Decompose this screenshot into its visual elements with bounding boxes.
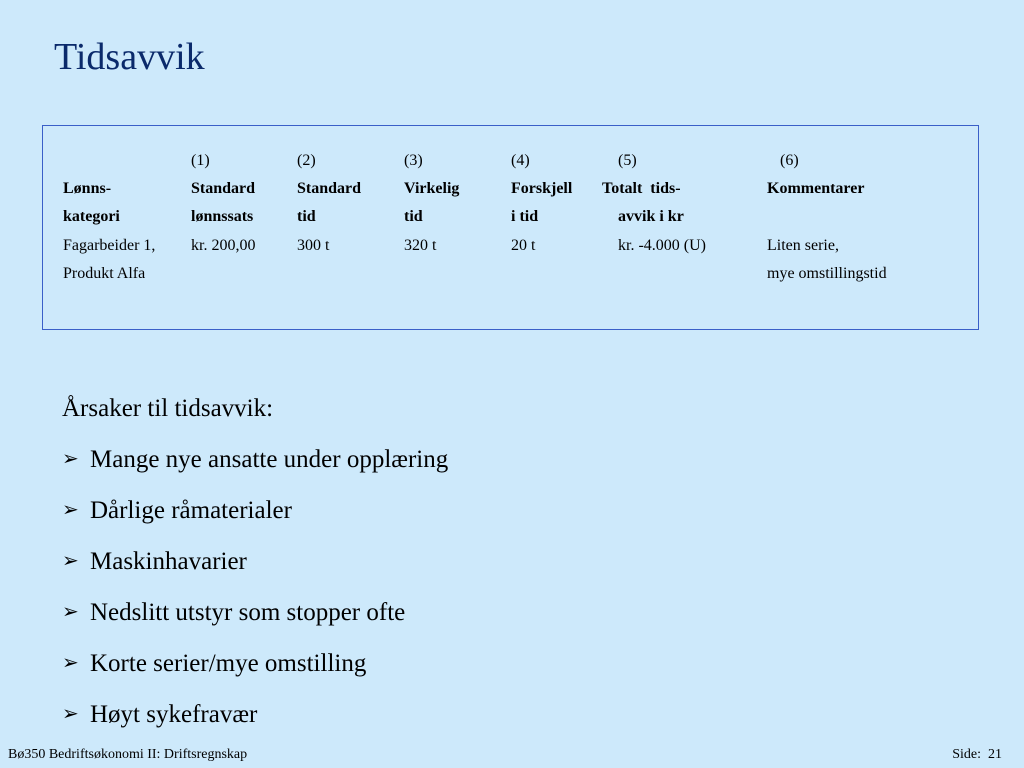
header-lonnskategori-1: Lønns- xyxy=(63,180,112,197)
cell-kategori-2: Produkt Alfa xyxy=(63,265,146,282)
list-item xyxy=(62,651,366,676)
arrow-bullet-icon: ➢ xyxy=(62,650,79,674)
cell-standard-tid: 300 t xyxy=(297,237,330,254)
col-number-2: (2) xyxy=(297,152,316,169)
header-standard-tid-2: tid xyxy=(297,208,316,225)
header-virkelig-tid-1: Virkelig xyxy=(404,180,460,197)
header-virkelig-tid-2: tid xyxy=(404,208,423,225)
list-item xyxy=(62,498,292,523)
col-number-5: (5) xyxy=(618,152,637,169)
list-item-text: Korte serier/mye omstilling xyxy=(90,650,367,677)
arrow-bullet-icon: ➢ xyxy=(62,701,79,725)
arrow-bullet-icon: ➢ xyxy=(62,446,79,470)
causes-heading: Årsaker til tidsavvik: xyxy=(62,395,274,422)
list-item xyxy=(62,702,257,727)
col-number-4: (4) xyxy=(511,152,530,169)
list-item-text: Maskinhavarier xyxy=(90,548,247,575)
header-standard-tid-1: Standard xyxy=(297,180,362,197)
list-item xyxy=(62,549,247,574)
arrow-bullet-icon: ➢ xyxy=(62,548,79,572)
list-item-text: Mange nye ansatte under opplæring xyxy=(90,446,449,473)
cell-virkelig-tid: 320 t xyxy=(404,237,437,254)
cell-tidsavvik-kr: kr. -4.000 (U) xyxy=(618,237,706,254)
footer-page-number: Side: 21 xyxy=(952,747,1002,762)
arrow-bullet-icon: ➢ xyxy=(62,599,79,623)
header-forskjell-1: Forskjell xyxy=(511,180,573,197)
list-item xyxy=(62,600,405,625)
list-item-text: Dårlige råmaterialer xyxy=(90,497,292,524)
header-totalt-tidsavvik-2: avvik i kr xyxy=(618,208,684,225)
header-kommentarer: Kommentarer xyxy=(767,180,865,197)
cell-kategori-1: Fagarbeider 1, xyxy=(63,237,156,254)
header-forskjell-2: i tid xyxy=(511,208,539,225)
list-item-text: Høyt sykefravær xyxy=(90,701,258,728)
cell-kommentar-1: Liten serie, xyxy=(767,237,839,254)
cell-forskjell: 20 t xyxy=(511,237,536,254)
header-totalt-tidsavvik-1: Totalt tids- xyxy=(602,180,681,197)
list-item xyxy=(62,447,448,472)
cell-kommentar-2: mye omstillingstid xyxy=(767,265,887,282)
list-item-text: Nedslitt utstyr som stopper ofte xyxy=(90,599,406,626)
col-number-3: (3) xyxy=(404,152,423,169)
header-lonnskategori-2: kategori xyxy=(63,208,120,225)
cell-lonnssats: kr. 200,00 xyxy=(191,237,256,254)
footer-course: Bø350 Bedriftsøkonomi II: Driftsregnskap xyxy=(8,747,248,762)
header-standard-lonnssats-1: Standard xyxy=(191,180,256,197)
col-number-6: (6) xyxy=(780,152,799,169)
header-standard-lonnssats-2: lønnssats xyxy=(191,208,254,225)
arrow-bullet-icon: ➢ xyxy=(62,497,79,521)
slide-title: Tidsavvik xyxy=(54,36,205,78)
col-number-1: (1) xyxy=(191,152,210,169)
